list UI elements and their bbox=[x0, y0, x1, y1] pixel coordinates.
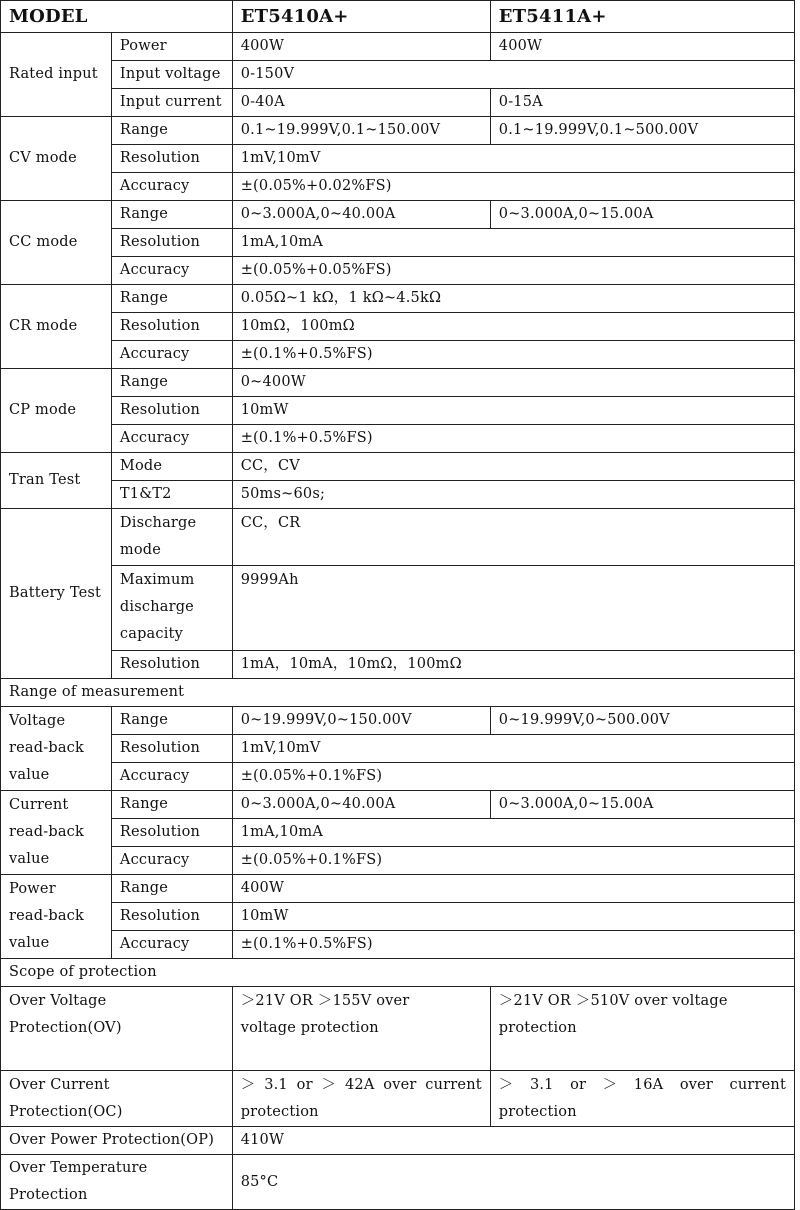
group-label-line: read-back bbox=[9, 824, 84, 840]
value-b: 0-15A bbox=[490, 89, 794, 117]
table-row bbox=[1, 1155, 795, 1210]
param-label: Range bbox=[111, 201, 232, 229]
param-label: Power bbox=[111, 33, 232, 61]
value: ±(0.05%+0.05%FS) bbox=[232, 257, 794, 285]
param-label: Range bbox=[111, 707, 232, 735]
param-label: Input current bbox=[111, 89, 232, 117]
param-label: Accuracy bbox=[111, 341, 232, 369]
param-label bbox=[111, 509, 232, 566]
param-label: Accuracy bbox=[111, 847, 232, 875]
group-cr-mode: CR mode bbox=[1, 285, 112, 369]
header-model: MODEL bbox=[1, 1, 233, 33]
value-b: 0.1~19.999V,0.1~500.00V bbox=[490, 117, 794, 145]
value: ±(0.1%+0.5%FS) bbox=[232, 931, 794, 959]
value-line: ＞ 3.1 or ＞ 16A over current bbox=[498, 1077, 786, 1093]
param-label: Range bbox=[111, 285, 232, 313]
protection-label: Over Temperature Protection bbox=[1, 1155, 233, 1210]
value-a: 0~19.999V,0~150.00V bbox=[232, 707, 490, 735]
table-row bbox=[1, 173, 795, 201]
header-col-b: ET5411A+ bbox=[490, 1, 794, 33]
group-current-readback bbox=[1, 791, 112, 875]
value-line: protection bbox=[498, 1020, 577, 1036]
param-label: Resolution bbox=[111, 229, 232, 257]
table-row bbox=[1, 201, 795, 229]
value: 1mV,10mV bbox=[232, 735, 794, 763]
table-row bbox=[1, 875, 795, 903]
value: 50ms~60s; bbox=[232, 481, 794, 509]
section-title: Scope of protection bbox=[1, 959, 795, 987]
table-row bbox=[1, 707, 795, 735]
table-row bbox=[1, 987, 795, 1071]
table-row bbox=[1, 257, 795, 285]
header-col-a: ET5410A+ bbox=[232, 1, 490, 33]
value: 85°C bbox=[232, 1155, 794, 1210]
table-row bbox=[1, 341, 795, 369]
value-b: 0~3.000A,0~15.00A bbox=[490, 791, 794, 819]
value-line: ＞21V OR ＞155V over bbox=[240, 993, 410, 1009]
group-label-line: read-back bbox=[9, 908, 84, 924]
table-row bbox=[1, 481, 795, 509]
param-label: Resolution bbox=[111, 145, 232, 173]
group-label-line: read-back bbox=[9, 740, 84, 756]
value: ±(0.1%+0.5%FS) bbox=[232, 425, 794, 453]
value: 10mW bbox=[232, 397, 794, 425]
table-row bbox=[1, 509, 795, 566]
value-a: 400W bbox=[232, 33, 490, 61]
value-line: voltage protection bbox=[240, 1020, 379, 1036]
section-title: Range of measurement bbox=[1, 679, 795, 707]
param-label: Accuracy bbox=[111, 931, 232, 959]
param-label: Resolution bbox=[111, 819, 232, 847]
group-label-line: value bbox=[9, 935, 50, 951]
group-voltage-readback bbox=[1, 707, 112, 791]
param-label: Resolution bbox=[111, 651, 232, 679]
table-row bbox=[1, 1127, 795, 1155]
value: 1mA，10mA，10mΩ，100mΩ bbox=[232, 651, 794, 679]
table-row bbox=[1, 453, 795, 481]
param-label-line: capacity bbox=[119, 626, 183, 642]
param-label-line: mode bbox=[119, 542, 162, 558]
table-row bbox=[1, 313, 795, 341]
group-label-line: value bbox=[9, 851, 50, 867]
group-rated-input: Rated input bbox=[1, 33, 112, 117]
value-b: 0~3.000A,0~15.00A bbox=[490, 201, 794, 229]
param-label: T1&T2 bbox=[111, 481, 232, 509]
table-row bbox=[1, 369, 795, 397]
group-cc-mode: CC mode bbox=[1, 201, 112, 285]
group-label-line: Power bbox=[9, 881, 56, 897]
value-a: 0~3.000A,0~40.00A bbox=[232, 201, 490, 229]
param-label-line: Discharge bbox=[119, 515, 197, 531]
value: ±(0.05%+0.02%FS) bbox=[232, 173, 794, 201]
table-row bbox=[1, 117, 795, 145]
value: 0.05Ω~1 kΩ，1 kΩ~4.5kΩ bbox=[232, 285, 794, 313]
value-line: ＞21V OR ＞510V over voltage bbox=[498, 993, 728, 1009]
param-label: Range bbox=[111, 791, 232, 819]
value-line: ＞ 3.1 or ＞ 42A over current bbox=[240, 1077, 482, 1093]
protection-label: Over Voltage Protection(OV) bbox=[1, 987, 233, 1071]
table-row bbox=[1, 931, 795, 959]
value: 10mΩ，100mΩ bbox=[232, 313, 794, 341]
value-b bbox=[490, 1071, 794, 1127]
header-row bbox=[1, 1, 795, 33]
value: 9999Ah bbox=[232, 566, 794, 651]
param-label: Mode bbox=[111, 453, 232, 481]
param-label: Resolution bbox=[111, 903, 232, 931]
param-label: Accuracy bbox=[111, 257, 232, 285]
table-row bbox=[1, 397, 795, 425]
param-label: Range bbox=[111, 875, 232, 903]
value-a: 0-40A bbox=[232, 89, 490, 117]
value-a: 0.1~19.999V,0.1~150.00V bbox=[232, 117, 490, 145]
table-row bbox=[1, 791, 795, 819]
value: 1mA,10mA bbox=[232, 229, 794, 257]
group-label-line: value bbox=[9, 767, 50, 783]
value-a bbox=[232, 1071, 490, 1127]
table-row bbox=[1, 847, 795, 875]
table-row bbox=[1, 763, 795, 791]
value-a bbox=[232, 987, 490, 1071]
table-row bbox=[1, 566, 795, 651]
param-label: Resolution bbox=[111, 397, 232, 425]
param-label: Resolution bbox=[111, 735, 232, 763]
table-row bbox=[1, 61, 795, 89]
group-cv-mode: CV mode bbox=[1, 117, 112, 201]
value: 1mA,10mA bbox=[232, 819, 794, 847]
param-label-line: Maximum bbox=[119, 572, 195, 588]
value: CC，CR bbox=[232, 509, 794, 566]
group-battery-test: Battery Test bbox=[1, 509, 112, 679]
group-tran-test: Tran Test bbox=[1, 453, 112, 509]
table-row bbox=[1, 425, 795, 453]
table-row bbox=[1, 1071, 795, 1127]
param-label: Accuracy bbox=[111, 763, 232, 791]
section-row bbox=[1, 959, 795, 987]
value-line: protection bbox=[240, 1104, 319, 1120]
protection-label: Over Power Protection(OP) bbox=[1, 1127, 233, 1155]
value: 1mV,10mV bbox=[232, 145, 794, 173]
value: ±(0.05%+0.1%FS) bbox=[232, 763, 794, 791]
value-b: 0~19.999V,0~500.00V bbox=[490, 707, 794, 735]
value: CC，CV bbox=[232, 453, 794, 481]
param-label-line: discharge bbox=[119, 599, 194, 615]
value: 400W bbox=[232, 875, 794, 903]
section-row bbox=[1, 679, 795, 707]
param-label: Resolution bbox=[111, 313, 232, 341]
group-label-line: Voltage bbox=[9, 713, 66, 729]
value: 410W bbox=[232, 1127, 794, 1155]
param-label: Accuracy bbox=[111, 425, 232, 453]
param-label: Range bbox=[111, 369, 232, 397]
table-row bbox=[1, 145, 795, 173]
value: 0-150V bbox=[232, 61, 794, 89]
value-line: protection bbox=[498, 1104, 577, 1120]
value: ±(0.1%+0.5%FS) bbox=[232, 341, 794, 369]
value: 0~400W bbox=[232, 369, 794, 397]
value-a: 0~3.000A,0~40.00A bbox=[232, 791, 490, 819]
protection-label: Over Current Protection(OC) bbox=[1, 1071, 233, 1127]
table-row bbox=[1, 229, 795, 257]
table-row bbox=[1, 89, 795, 117]
table-row bbox=[1, 819, 795, 847]
group-cp-mode: CP mode bbox=[1, 369, 112, 453]
table-row bbox=[1, 285, 795, 313]
param-label bbox=[111, 566, 232, 651]
table-row bbox=[1, 651, 795, 679]
group-label-line: Current bbox=[9, 797, 69, 813]
value-b: 400W bbox=[490, 33, 794, 61]
table-row bbox=[1, 735, 795, 763]
param-label: Range bbox=[111, 117, 232, 145]
value-b bbox=[490, 987, 794, 1071]
param-label: Accuracy bbox=[111, 173, 232, 201]
value: 10mW bbox=[232, 903, 794, 931]
param-label: Input voltage bbox=[111, 61, 232, 89]
value: ±(0.05%+0.1%FS) bbox=[232, 847, 794, 875]
table-row bbox=[1, 903, 795, 931]
table-row bbox=[1, 33, 795, 61]
group-power-readback bbox=[1, 875, 112, 959]
